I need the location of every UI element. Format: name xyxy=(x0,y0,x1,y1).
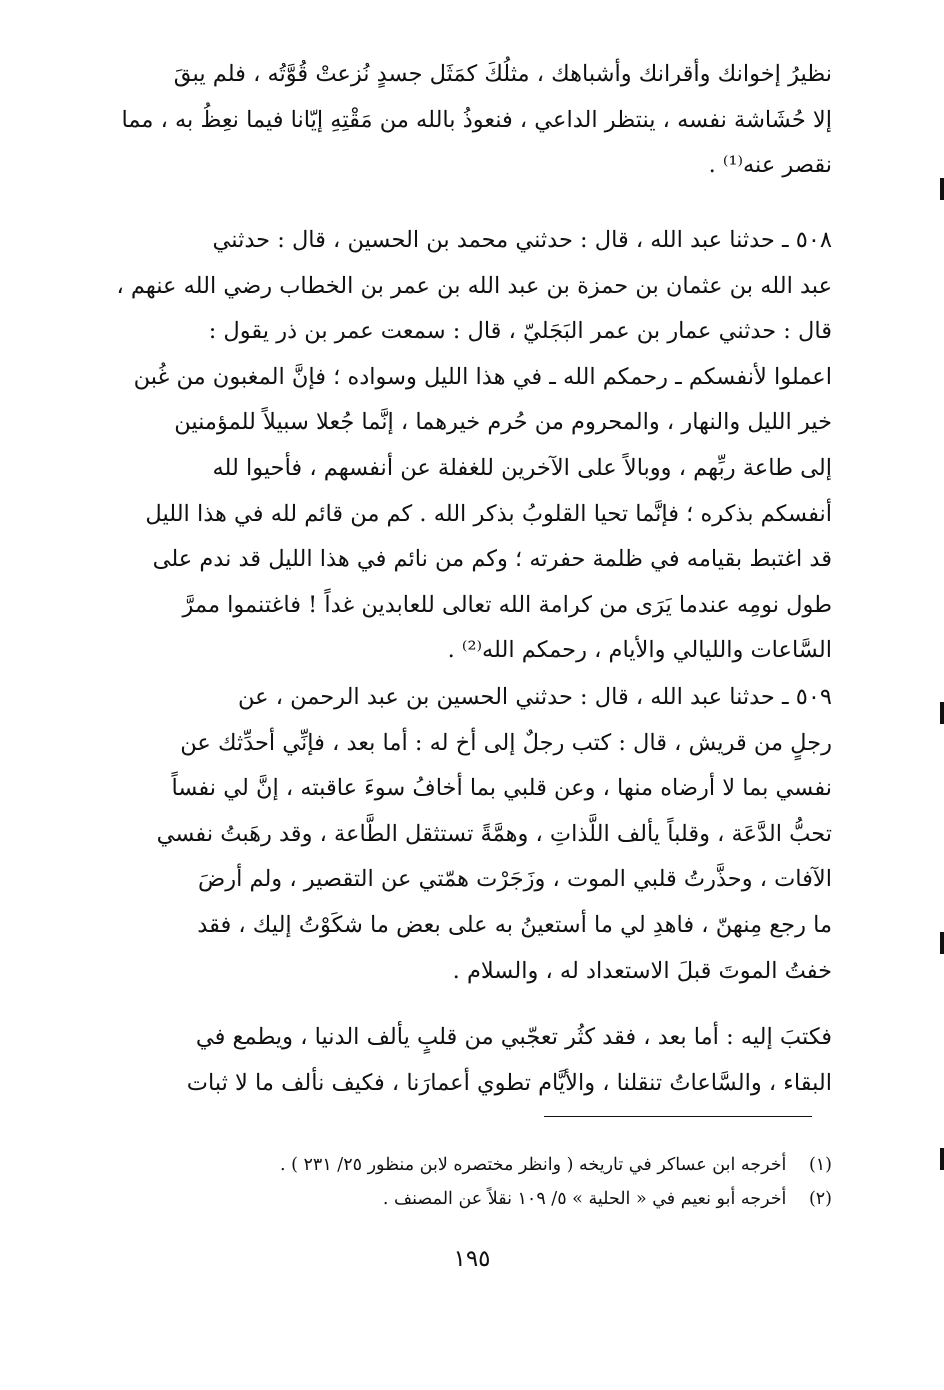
text-line: قال : حدثني عمار بن عمر البَجَليّ ، قال : سمعت عمر بن ذر يقول : xyxy=(208,318,832,345)
text-line: خير الليل والنهار ، والمحروم من حُرم خيرهما ، إنَّما جُعلا سبيلاً للمؤمنين xyxy=(174,409,832,436)
paragraph-reply xyxy=(110,1015,832,1106)
footnote-text: أخرجه أبو نعيم في « الحلية » ٥/ ١٠٩ نقلاً عن المصنف . xyxy=(382,1189,787,1209)
footnote-item xyxy=(110,1182,832,1216)
footnote-marker: (٢) xyxy=(808,1189,832,1209)
text-line: البقاء ، والسَّاعاتُ تنقلنا ، والأيَّام تطوي أعمارَنا ، فكيف نألف ما لا ثبات xyxy=(186,1069,832,1096)
text-line: إلى طاعة ربِّهم ، ووبالاً على الآخرين للغفلة عن أنفسهم ، فأحيوا لله xyxy=(212,454,832,481)
text-line: عبد الله بن عثمان بن حمزة بن عبد الله بن عمر بن الخطاب رضي الله عنهم ، xyxy=(116,272,832,299)
text-line: رجلٍ من قريش ، قال : كتب رجلٌ إلى أخ له : أما بعد ، فإنِّي أحدِّثك عن xyxy=(180,729,832,756)
text-line: أنفسكم بذكره ؛ فإنَّما تحيا القلوبُ بذكر الله . كم من قائم لله في هذا الليل xyxy=(145,500,832,527)
text-line: نقصر عنه⁽¹⁾ . xyxy=(708,152,832,179)
text-line: فكتبَ إليه : أما بعد ، فقد كثُر تعجّبي من قلبٍ يألف الدنيا ، ويطمع في xyxy=(195,1024,832,1050)
text-line: اعملوا لأنفسكم ـ رحمكم الله ـ في هذا الليل وسواده ؛ فإنَّ المغبون من غُبن xyxy=(133,363,832,390)
margin-mark xyxy=(940,702,944,724)
footnotes xyxy=(110,1148,832,1216)
text-line: ٥٠٩ ـ حدثنا عبد الله ، قال : حدثني الحسين بن عبد الرحمن ، عن xyxy=(238,684,832,710)
text-line: قد اغتبط بقيامه في ظلمة حفرته ؛ وكم من نائم في هذا الليل قد ندم على xyxy=(152,546,832,573)
margin-mark xyxy=(940,932,944,954)
text-line: ما رجع مِنهنّ ، فاهدِ لي ما أستعينُ به على بعض ما شكَوْتُ إليك ، فقد xyxy=(197,911,832,938)
text-line: طول نومِه عندما يَرَى من كرامة الله تعالى للعابدين غداً ! فاغتنموا ممرَّ xyxy=(182,591,832,618)
text-line: السَّاعات والليالي والأيام ، رحمكم الله⁽²⁾ . xyxy=(447,637,832,664)
text-line: خفتُ الموتَ قبلَ الاستعداد له ، والسلام . xyxy=(452,957,832,984)
footnote-divider xyxy=(544,1116,812,1117)
margin-mark xyxy=(940,1148,944,1170)
footnote-text: أخرجه ابن عساكر في تاريخه ( وانظر مختصره لابن منظور ٢٥/ ٢٣١ ) . xyxy=(280,1155,787,1175)
paragraph-509 xyxy=(110,675,832,994)
text-line: نفسي بما لا أرضاه منها ، وعن قلبي بما أخافُ سوءَ عاقبته ، إنَّ لي نفساً xyxy=(171,775,832,802)
text-line: نظيرُ إخوانك وأقرانك وأشباهك ، مثلُكَ كمَثَل جسدٍ نُزعتْ قُوَّتُه ، فلم يبقَ xyxy=(173,61,832,87)
text-line: تحبُّ الدَّعَة ، وقلباً يألف اللَّذاتِ ، وهمَّةً تستثقل الطَّاعة ، وقد رهَبتُ نفسي xyxy=(156,820,832,847)
paragraph-continuation xyxy=(110,52,832,189)
text-line: الآفات ، وحذَّرتُ قلبي الموت ، وزَجَرْت همّتي عن التقصير ، ولم أرضَ xyxy=(198,866,832,893)
paragraph-508 xyxy=(110,218,832,674)
margin-mark xyxy=(940,178,944,200)
text-line: إلا حُشَاشة نفسه ، ينتظر الداعي ، فنعوذُ بالله من مَقْتِهِ إيّانا فيما نعِظُ به ، مما xyxy=(121,106,832,133)
footnote-marker: (١) xyxy=(808,1155,832,1175)
text-line: ٥٠٨ ـ حدثنا عبد الله ، قال : حدثني محمد بن الحسين ، قال : حدثني xyxy=(212,227,832,253)
footnote-item xyxy=(110,1148,832,1182)
page-number: ١٩٥ xyxy=(453,1246,491,1272)
